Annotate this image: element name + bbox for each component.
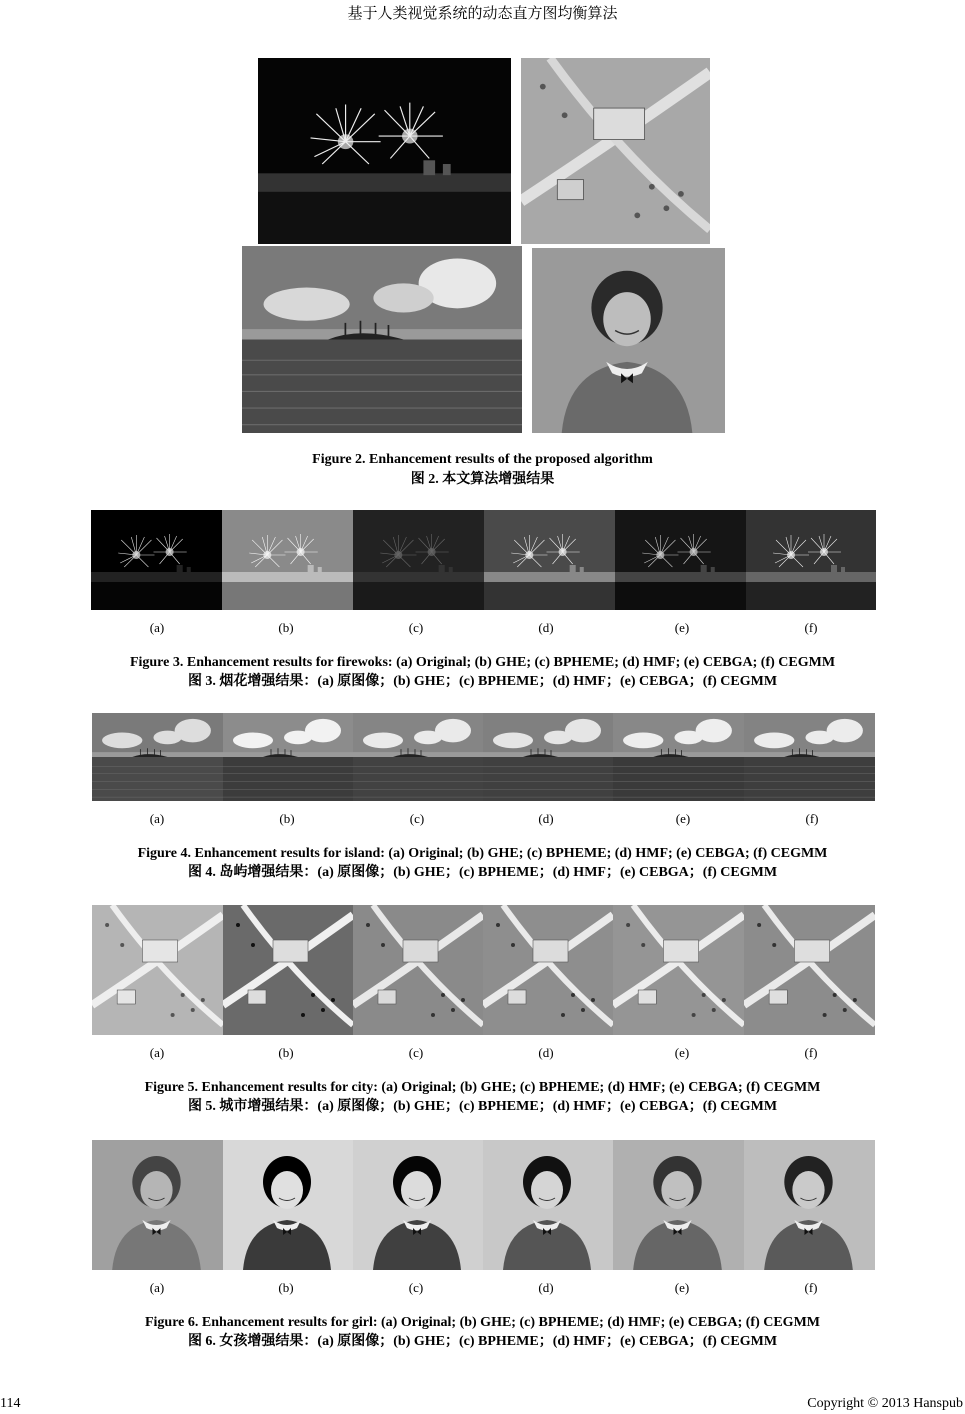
- fig4-caption-zh: 图 4. 岛屿增强结果：(a) 原图像；(b) GHE；(c) BPHEME；(d) HMF；(e) CEBGA；(f) CEGMM: [187, 865, 778, 880]
- fig5-caption-zh: 图 5. 城市增强结果：(a) 原图像；(b) GHE；(c) BPHEME；(d) HMF；(e) CEBGA；(f) CEGMM: [187, 1099, 778, 1114]
- fig3-label-d: (d): [538, 620, 554, 635]
- fig4-label-c: (c): [409, 811, 425, 826]
- page-number: 114: [0, 1396, 21, 1411]
- fig5-image-b: [223, 905, 353, 1035]
- fig3-image-row: [91, 510, 876, 610]
- fig6-image-d: [483, 1140, 613, 1270]
- copyright-notice: Copyright © 2013 Hanspub: [807, 1396, 963, 1411]
- fig5-image-e: [613, 905, 744, 1035]
- fig3-label-e: (e): [674, 620, 690, 635]
- fig6-label-c: (c): [408, 1280, 424, 1295]
- fig2-fireworks-image: [258, 58, 511, 244]
- fig5-image-d: [483, 905, 613, 1035]
- fig4-label-f: (f): [805, 811, 819, 826]
- fig4-label-a: (a): [149, 811, 165, 826]
- fig6-image-e: [613, 1140, 744, 1270]
- fig4-image-e: [613, 713, 744, 801]
- fig6-image-b: [223, 1140, 353, 1270]
- fig3-image-d: [484, 510, 615, 610]
- fig4-label-e: (e): [675, 811, 691, 826]
- fig2-caption-zh: 图 2. 本文算法增强结果: [410, 472, 555, 487]
- fig6-label-f: (f): [804, 1280, 818, 1295]
- fig6-image-a: [92, 1140, 223, 1270]
- fig6-label-a: (a): [149, 1280, 165, 1295]
- fig4-image-d: [483, 713, 613, 801]
- fig3-label-a: (a): [149, 620, 165, 635]
- fig5-image-row: [92, 905, 875, 1035]
- fig6-label-e: (e): [674, 1280, 690, 1295]
- fig5-caption-en: Figure 5. Enhancement results for city: (a) Original; (b) GHE; (c) BPHEME; (d) HMF; (e) CEBGA; (f) CEGMM: [144, 1080, 821, 1095]
- fig4-image-b: [223, 713, 353, 801]
- fig4-caption-en: Figure 4. Enhancement results for island: (a) Original; (b) GHE; (c) BPHEME; (d) HMF; (e) CEBGA; (f) CEGMM: [137, 846, 828, 861]
- fig2-city-image: [521, 58, 710, 244]
- fig6-image-f: [744, 1140, 875, 1270]
- fig3-caption-en: Figure 3. Enhancement results for firewoks: (a) Original; (b) GHE; (c) BPHEME; (d) HMF; (e) CEBGA; (f) CEGMM: [129, 655, 836, 670]
- fig4-image-a: [92, 713, 223, 801]
- fig4-label-b: (b): [279, 811, 295, 826]
- fig5-label-b: (b): [278, 1045, 294, 1060]
- fig6-label-b: (b): [278, 1280, 294, 1295]
- fig3-label-b: (b): [278, 620, 294, 635]
- fig3-image-b: [222, 510, 353, 610]
- fig4-image-row: [92, 713, 875, 801]
- fig5-image-c: [353, 905, 483, 1035]
- fig6-label-d: (d): [538, 1280, 554, 1295]
- fig2-island-image: [242, 246, 522, 433]
- fig5-label-e: (e): [674, 1045, 690, 1060]
- fig5-image-a: [92, 905, 223, 1035]
- fig3-label-c: (c): [408, 620, 424, 635]
- fig6-caption-en: Figure 6. Enhancement results for girl: (a) Original; (b) GHE; (c) BPHEME; (d) HMF; (e) CEBGA; (f) CEGMM: [144, 1315, 820, 1330]
- fig4-label-d: (d): [538, 811, 554, 826]
- fig5-image-f: [744, 905, 875, 1035]
- fig5-label-f: (f): [804, 1045, 818, 1060]
- fig5-label-a: (a): [149, 1045, 165, 1060]
- running-header: 基于人类视觉系统的动态直方图均衡算法: [347, 6, 618, 22]
- fig3-label-f: (f): [804, 620, 818, 635]
- fig3-image-e: [615, 510, 746, 610]
- fig3-image-c: [353, 510, 484, 610]
- fig5-label-d: (d): [538, 1045, 554, 1060]
- fig3-caption-zh: 图 3. 烟花增强结果：(a) 原图像；(b) GHE；(c) BPHEME；(d) HMF；(e) CEBGA；(f) CEGMM: [187, 674, 778, 689]
- fig4-image-c: [353, 713, 483, 801]
- fig5-label-c: (c): [408, 1045, 424, 1060]
- fig6-image-row: [92, 1140, 875, 1270]
- fig6-caption-zh: 图 6. 女孩增强结果：(a) 原图像；(b) GHE；(c) BPHEME；(d) HMF；(e) CEBGA；(f) CEGMM: [187, 1334, 778, 1349]
- fig2-caption-en: Figure 2. Enhancement results of the proposed algorithm: [312, 452, 653, 467]
- fig2-girl-image: [532, 248, 725, 433]
- fig4-image-f: [744, 713, 875, 801]
- fig6-image-c: [353, 1140, 483, 1270]
- fig3-image-f: [746, 510, 876, 610]
- fig3-image-a: [91, 510, 222, 610]
